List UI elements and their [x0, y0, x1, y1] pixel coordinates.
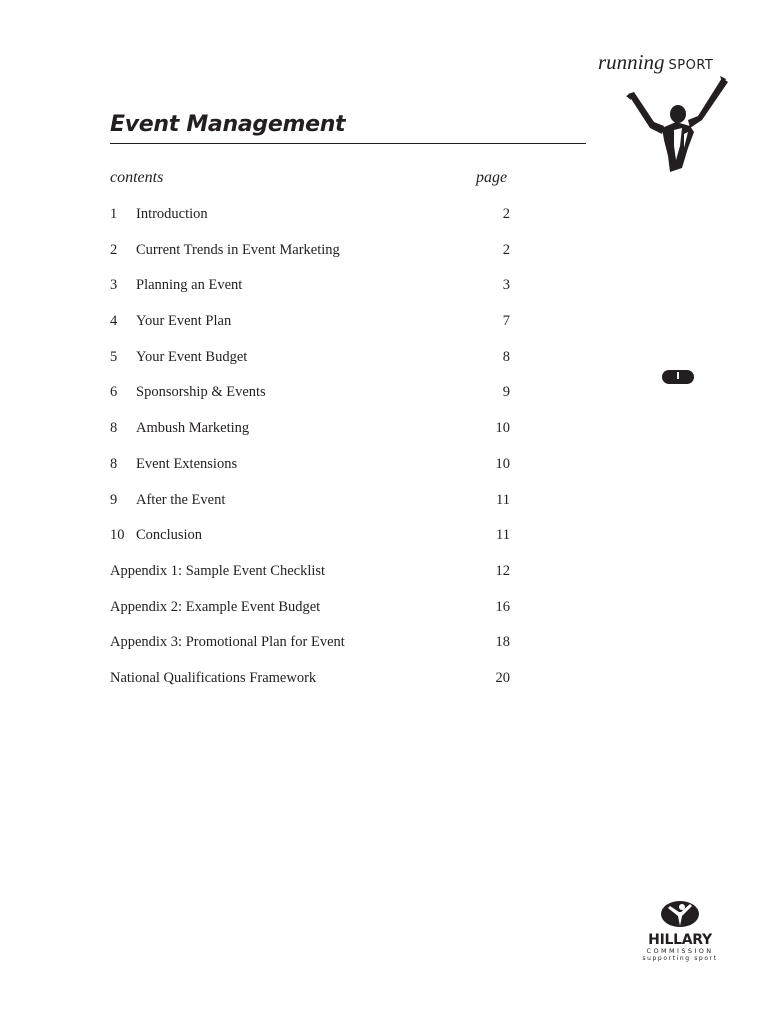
- toc-label: Appendix 1: Sample Event Checklist: [110, 562, 326, 579]
- toc-number: 9: [110, 491, 118, 508]
- toc-row-appendix[interactable]: [110, 634, 510, 670]
- toc-label: Introduction: [136, 206, 208, 222]
- toc-number: 4: [110, 313, 118, 330]
- toc-row-appendix[interactable]: [110, 670, 510, 706]
- toc-row[interactable]: [110, 206, 510, 242]
- toc-number: 1: [110, 206, 118, 222]
- toc-row[interactable]: [110, 492, 510, 528]
- toc-row[interactable]: [110, 277, 510, 313]
- logo-tagline: supporting sport: [642, 955, 718, 962]
- toc-label: Event Extensions: [136, 455, 238, 472]
- hillary-commission-logo: [640, 900, 720, 963]
- toc-row[interactable]: [110, 527, 510, 563]
- toc-page: 9: [502, 384, 510, 401]
- page-header: page: [476, 169, 508, 186]
- toc-row[interactable]: [110, 384, 510, 420]
- toc-row[interactable]: [110, 313, 510, 349]
- toc-page: 2: [502, 206, 510, 222]
- toc-page: 16: [495, 598, 510, 615]
- toc-number: 5: [110, 348, 118, 365]
- toc-page: 20: [495, 669, 510, 686]
- toc-row[interactable]: [110, 242, 510, 278]
- toc-label: Sponsorship & Events: [136, 384, 266, 401]
- toc-number: 3: [110, 277, 118, 294]
- toc-page: 18: [495, 634, 510, 651]
- toc-number: 2: [110, 241, 118, 258]
- brand-sport-word: SPORT: [668, 58, 714, 73]
- toc-page: 12: [495, 562, 510, 579]
- toc-page: 8: [502, 348, 510, 365]
- title-rule: [110, 143, 586, 144]
- table-of-contents: [110, 206, 510, 706]
- toc-page: 10: [495, 420, 510, 437]
- toc-label: Conclusion: [136, 527, 203, 544]
- toc-row[interactable]: [110, 349, 510, 385]
- toc-page: 10: [495, 455, 510, 472]
- toc-label: Ambush Marketing: [136, 420, 250, 437]
- toc-number: 8: [110, 420, 118, 437]
- toc-number: 8: [110, 455, 118, 472]
- toc-page: 2: [502, 241, 510, 258]
- toc-page: 3: [502, 277, 510, 294]
- chapter-tab-badge: I: [662, 370, 694, 384]
- toc-row-appendix[interactable]: [110, 563, 510, 599]
- toc-label: Your Event Budget: [136, 348, 248, 365]
- toc-number: 6: [110, 384, 118, 401]
- toc-label: After the Event: [136, 491, 226, 508]
- contents-header: contents: [110, 169, 164, 186]
- toc-row[interactable]: [110, 456, 510, 492]
- running-sport-brand: [598, 50, 713, 75]
- toc-label: Planning an Event: [136, 277, 243, 294]
- toc-label: Current Trends in Event Marketing: [136, 241, 340, 258]
- toc-label: Your Event Plan: [136, 313, 232, 330]
- toc-number: 10: [110, 527, 125, 544]
- toc-row-appendix[interactable]: [110, 599, 510, 635]
- toc-label: Appendix 2: Example Event Budget: [110, 598, 321, 615]
- toc-label: Appendix 3: Promotional Plan for Event: [110, 634, 345, 651]
- commission-wordmark: COMMISSION: [646, 947, 714, 955]
- toc-page: 11: [496, 491, 510, 508]
- toc-page: 7: [502, 313, 510, 330]
- hillary-wordmark: HILLARY: [648, 932, 712, 948]
- runner-arms-raised-icon: [624, 76, 728, 179]
- page-title: Event Management: [110, 112, 346, 137]
- toc-label: National Qualifications Framework: [110, 669, 317, 686]
- toc-page: 11: [496, 527, 510, 544]
- brand-running-word: running: [598, 50, 665, 74]
- hillary-commission-emblem-icon: [660, 900, 700, 928]
- toc-row[interactable]: [110, 420, 510, 456]
